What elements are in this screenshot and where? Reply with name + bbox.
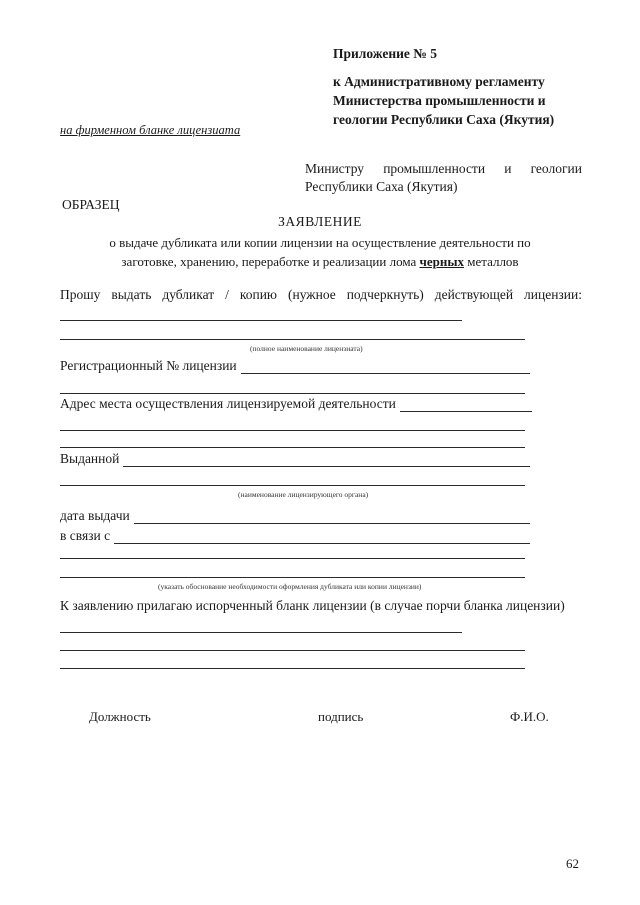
appendix-line-1: к Административному регламенту [333, 74, 545, 89]
subject-line-2-start: заготовке, хранению, переработке и реализации лома [121, 254, 420, 269]
request-word: (нужное [287, 287, 336, 302]
request-word: действующей [434, 287, 514, 302]
signature-label: подпись [318, 709, 364, 724]
appendix-line-2: Министерства промышленности и [333, 93, 546, 108]
activity-address-field[interactable] [400, 399, 532, 412]
licensee-name-line[interactable] [60, 339, 525, 340]
activity-address-label: Адрес места осуществления лицензируемой деятельности [60, 396, 396, 411]
addressee-word: промышленности [383, 161, 486, 176]
licensee-name-line[interactable] [60, 320, 462, 321]
subject-highlight: черных [419, 254, 464, 269]
reg-number-row [60, 358, 530, 374]
addressee-word: Министру [305, 161, 365, 176]
sample-label: ОБРАЗЕЦ [62, 197, 120, 212]
request-word: дубликат [162, 287, 215, 302]
attachment-line[interactable] [60, 668, 525, 669]
letterhead-note: на фирменном бланке лицензиата [60, 123, 241, 137]
addressee-block [305, 160, 582, 196]
subject-line-2-end: металлов [463, 254, 519, 269]
request-word: подчеркнуть) [346, 287, 424, 302]
reg-number-line[interactable] [60, 393, 525, 394]
reason-row [60, 528, 530, 544]
addressee-word: геологии [530, 161, 582, 176]
appendix-header [333, 44, 554, 129]
licensee-name-caption: (полное наименование лицензиата) [250, 344, 363, 353]
reason-line[interactable] [60, 558, 525, 559]
page-number: 62 [566, 856, 579, 871]
reason-label: в связи с [60, 528, 111, 543]
document-subject [60, 233, 580, 271]
request-word: лицензии: [524, 287, 582, 302]
issue-date-field[interactable] [134, 511, 530, 524]
request-word: копию [239, 287, 278, 302]
activity-address-line[interactable] [60, 430, 525, 431]
reason-field[interactable] [114, 531, 530, 544]
attachment-text: К заявлению прилагаю испорченный бланк лицензии (в случае порчи бланка лицензии) [60, 598, 565, 613]
issue-date-label: дата выдачи [60, 508, 130, 523]
attachment-line[interactable] [60, 632, 462, 633]
document-title: ЗАЯВЛЕНИЕ [278, 214, 362, 229]
addressee-line-1 [305, 160, 582, 178]
subject-line-1: о выдаче дубликата или копии лицензии на осуществление деятельности по [109, 235, 531, 250]
full-name-label: Ф.И.О. [510, 709, 549, 724]
request-line [60, 287, 582, 303]
reason-line[interactable] [60, 577, 525, 578]
activity-address-line[interactable] [60, 447, 525, 448]
appendix-line-3: геологии Республики Саха (Якутия) [333, 112, 555, 127]
addressee-word: и [504, 161, 512, 176]
subject-line-2 [60, 252, 580, 271]
activity-address-row [60, 396, 532, 412]
issued-by-row [60, 451, 530, 467]
request-word: / [225, 287, 229, 302]
request-word: Прошу [60, 287, 101, 302]
attachment-line[interactable] [60, 650, 525, 651]
issued-by-line[interactable] [60, 485, 525, 486]
justification-caption: (указать обоснование необходимости оформления дубликата или копии лицензии) [158, 582, 422, 591]
appendix-title: Приложение № 5 [333, 46, 437, 61]
position-label: Должность [89, 709, 151, 724]
addressee-line-2: Республики Саха (Якутия) [305, 179, 458, 194]
licensing-body-caption: (наименование лицензирующего органа) [238, 490, 369, 499]
reg-number-label: Регистрационный № лицензии [60, 358, 237, 373]
issued-by-field[interactable] [123, 454, 530, 467]
request-word: выдать [111, 287, 152, 302]
issue-date-row [60, 508, 530, 524]
issued-by-label: Выданной [60, 451, 120, 466]
reg-number-field[interactable] [241, 361, 530, 374]
